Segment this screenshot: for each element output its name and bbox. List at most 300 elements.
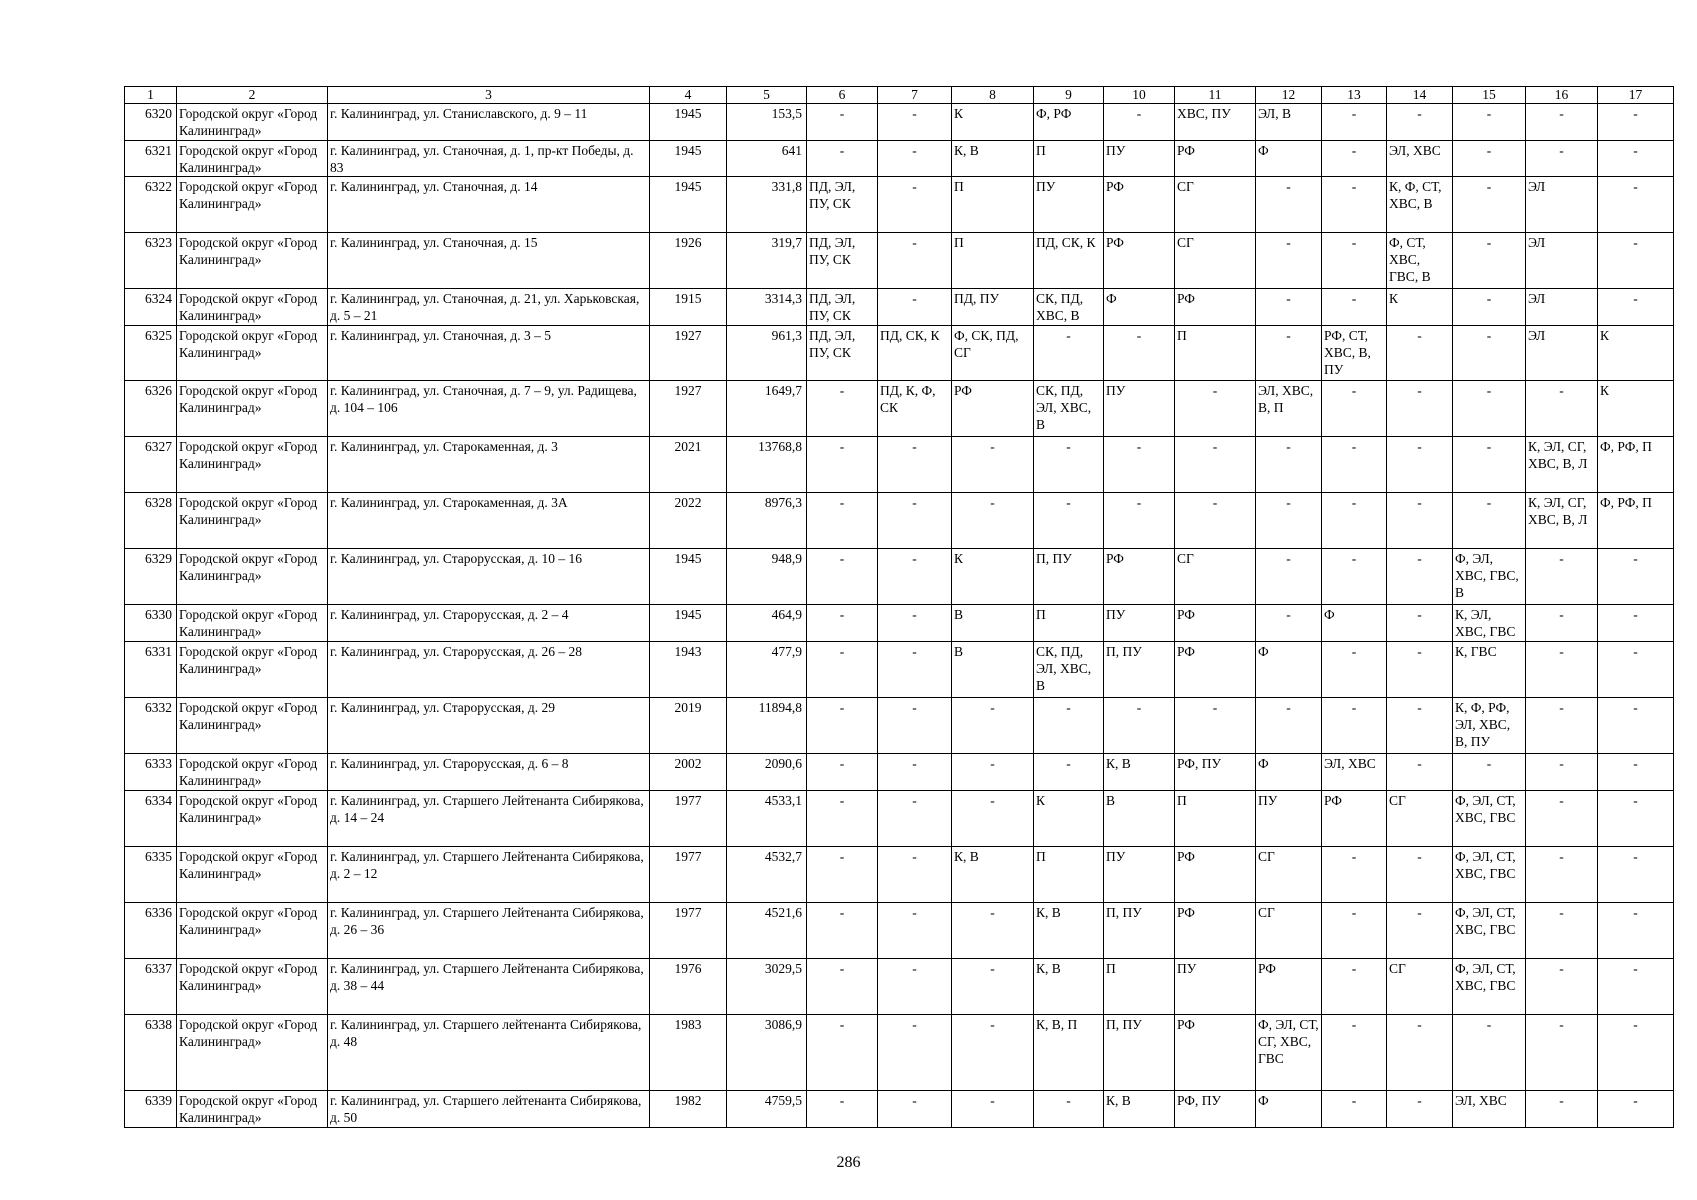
buildings-table xyxy=(124,86,1674,1128)
table-cell-col-17: - xyxy=(1598,549,1674,605)
table-cell-col-10: РФ xyxy=(1104,549,1175,605)
table-cell-col-10: - xyxy=(1104,437,1175,493)
table-cell-col-9: - xyxy=(1034,698,1104,754)
table-cell-col-11: - xyxy=(1175,698,1256,754)
table-cell-col-15: - xyxy=(1453,141,1526,177)
table-cell-col-4: 2019 xyxy=(650,698,727,754)
table-cell-col-13: - xyxy=(1322,847,1387,903)
table-cell-col-6: - xyxy=(807,605,878,642)
table-cell-col-17: - xyxy=(1598,289,1674,326)
table-row xyxy=(125,177,1674,233)
table-cell-col-8: П xyxy=(952,233,1034,289)
table-cell-col-15: - xyxy=(1453,493,1526,549)
table-cell-col-2: Городской округ «Город Калининград» xyxy=(177,104,328,141)
table-cell-col-8: К, В xyxy=(952,141,1034,177)
table-cell-col-17: - xyxy=(1598,959,1674,1015)
table-cell-col-3: г. Калининград, ул. Старорусская, д. 10 – 16 xyxy=(328,549,650,605)
table-cell-col-7: ПД, К, Ф, СК xyxy=(878,381,952,437)
table-row xyxy=(125,233,1674,289)
table-cell-col-7: - xyxy=(878,104,952,141)
table-cell-col-11: СГ xyxy=(1175,233,1256,289)
table-cell-col-8: В xyxy=(952,605,1034,642)
table-cell-col-13: - xyxy=(1322,549,1387,605)
column-header-1: 1 xyxy=(125,87,177,104)
table-cell-col-12: Ф xyxy=(1256,754,1322,791)
table-cell-col-9: П, ПУ xyxy=(1034,549,1104,605)
table-cell-col-13: - xyxy=(1322,437,1387,493)
table-cell-col-5: 4533,1 xyxy=(727,791,807,847)
table-cell-col-6: - xyxy=(807,642,878,698)
table-cell-col-5: 4759,5 xyxy=(727,1091,807,1128)
table-cell-col-14: - xyxy=(1387,549,1453,605)
table-cell-col-1: 6330 xyxy=(125,605,177,642)
table-cell-col-5: 8976,3 xyxy=(727,493,807,549)
table-cell-col-9: П xyxy=(1034,141,1104,177)
table-cell-col-2: Городской округ «Город Калининград» xyxy=(177,437,328,493)
table-cell-col-9: - xyxy=(1034,754,1104,791)
table-cell-col-9: П xyxy=(1034,847,1104,903)
table-cell-col-10: ПУ xyxy=(1104,605,1175,642)
table-row xyxy=(125,847,1674,903)
table-cell-col-8: ПД, ПУ xyxy=(952,289,1034,326)
table-row xyxy=(125,698,1674,754)
table-cell-col-13: - xyxy=(1322,233,1387,289)
table-cell-col-7: - xyxy=(878,847,952,903)
table-cell-col-12: - xyxy=(1256,326,1322,381)
table-cell-col-17: Ф, РФ, П xyxy=(1598,493,1674,549)
table-cell-col-3: г. Калининград, ул. Станочная, д. 7 – 9, ул. Радищева, д. 104 – 106 xyxy=(328,381,650,437)
table-cell-col-15: Ф, ЭЛ, СТ, ХВС, ГВС xyxy=(1453,903,1526,959)
table-cell-col-2: Городской округ «Город Калининград» xyxy=(177,903,328,959)
table-cell-col-11: СГ xyxy=(1175,549,1256,605)
table-cell-col-16: - xyxy=(1526,1091,1598,1128)
table-cell-col-11: - xyxy=(1175,381,1256,437)
table-cell-col-16: - xyxy=(1526,754,1598,791)
table-cell-col-6: - xyxy=(807,1091,878,1128)
table-cell-col-8: - xyxy=(952,437,1034,493)
table-cell-col-7: - xyxy=(878,289,952,326)
table-cell-col-12: Ф xyxy=(1256,642,1322,698)
table-cell-col-5: 11894,8 xyxy=(727,698,807,754)
table-cell-col-5: 153,5 xyxy=(727,104,807,141)
table-cell-col-11: - xyxy=(1175,437,1256,493)
table-cell-col-12: - xyxy=(1256,233,1322,289)
table-cell-col-6: - xyxy=(807,437,878,493)
table-cell-col-14: ЭЛ, ХВС xyxy=(1387,141,1453,177)
table-cell-col-16: - xyxy=(1526,903,1598,959)
table-cell-col-12: ЭЛ, ХВС, В, П xyxy=(1256,381,1322,437)
table-cell-col-12: - xyxy=(1256,437,1322,493)
table-cell-col-2: Городской округ «Город Калининград» xyxy=(177,642,328,698)
table-cell-col-2: Городской округ «Город Калининград» xyxy=(177,791,328,847)
table-cell-col-3: г. Калининград, ул. Старшего Лейтенанта Сибирякова, д. 38 – 44 xyxy=(328,959,650,1015)
table-cell-col-2: Городской округ «Город Калининград» xyxy=(177,605,328,642)
table-cell-col-14: - xyxy=(1387,642,1453,698)
table-cell-col-13: - xyxy=(1322,141,1387,177)
table-cell-col-16: - xyxy=(1526,642,1598,698)
table-cell-col-7: - xyxy=(878,141,952,177)
table-cell-col-14: - xyxy=(1387,698,1453,754)
table-cell-col-12: ПУ xyxy=(1256,791,1322,847)
table-cell-col-16: ЭЛ xyxy=(1526,233,1598,289)
table-cell-col-16: - xyxy=(1526,847,1598,903)
table-row xyxy=(125,289,1674,326)
table-cell-col-10: - xyxy=(1104,493,1175,549)
table-cell-col-17: К xyxy=(1598,381,1674,437)
table-cell-col-2: Городской округ «Город Калининград» xyxy=(177,698,328,754)
table-cell-col-9: - xyxy=(1034,1091,1104,1128)
table-cell-col-4: 1943 xyxy=(650,642,727,698)
table-cell-col-9: К xyxy=(1034,791,1104,847)
table-row xyxy=(125,959,1674,1015)
table-cell-col-7: - xyxy=(878,605,952,642)
table-cell-col-6: ПД, ЭЛ, ПУ, СК xyxy=(807,289,878,326)
table-cell-col-6: - xyxy=(807,549,878,605)
table-cell-col-13: Ф xyxy=(1322,605,1387,642)
table-cell-col-12: Ф xyxy=(1256,141,1322,177)
table-cell-col-4: 1915 xyxy=(650,289,727,326)
table-cell-col-15: - xyxy=(1453,754,1526,791)
table-cell-col-7: - xyxy=(878,493,952,549)
table-cell-col-5: 4532,7 xyxy=(727,847,807,903)
table-cell-col-8: - xyxy=(952,493,1034,549)
table-cell-col-16: - xyxy=(1526,1015,1598,1091)
table-cell-col-11: РФ xyxy=(1175,605,1256,642)
table-cell-col-10: Ф xyxy=(1104,289,1175,326)
table-cell-col-4: 1927 xyxy=(650,381,727,437)
table-cell-col-3: г. Калининград, ул. Старшего лейтенанта Сибирякова, д. 48 xyxy=(328,1015,650,1091)
table-row xyxy=(125,754,1674,791)
table-cell-col-11: РФ xyxy=(1175,847,1256,903)
table-body xyxy=(125,104,1674,1128)
table-cell-col-2: Городской округ «Город Калининград» xyxy=(177,233,328,289)
table-cell-col-12: - xyxy=(1256,698,1322,754)
table-cell-col-16: - xyxy=(1526,104,1598,141)
table-cell-col-15: К, Ф, РФ, ЭЛ, ХВС, В, ПУ xyxy=(1453,698,1526,754)
table-cell-col-10: РФ xyxy=(1104,177,1175,233)
table-cell-col-11: СГ xyxy=(1175,177,1256,233)
table-cell-col-9: ПД, СК, К xyxy=(1034,233,1104,289)
table-cell-col-7: - xyxy=(878,177,952,233)
table-cell-col-3: г. Калининград, ул. Старорусская, д. 2 – 4 xyxy=(328,605,650,642)
table-cell-col-12: - xyxy=(1256,177,1322,233)
table-cell-col-8: - xyxy=(952,1015,1034,1091)
table-cell-col-14: - xyxy=(1387,1091,1453,1128)
table-cell-col-1: 6336 xyxy=(125,903,177,959)
table-cell-col-3: г. Калининград, ул. Станиславского, д. 9 – 11 xyxy=(328,104,650,141)
table-cell-col-3: г. Калининград, ул. Старокаменная, д. 3 xyxy=(328,437,650,493)
table-cell-col-17: - xyxy=(1598,104,1674,141)
table-cell-col-17: К xyxy=(1598,326,1674,381)
table-cell-col-11: ХВС, ПУ xyxy=(1175,104,1256,141)
column-header-6: 6 xyxy=(807,87,878,104)
document-page xyxy=(124,86,1674,1128)
table-cell-col-4: 1945 xyxy=(650,605,727,642)
table-cell-col-1: 6335 xyxy=(125,847,177,903)
table-cell-col-15: К, ЭЛ, ХВС, ГВС xyxy=(1453,605,1526,642)
table-cell-col-17: - xyxy=(1598,177,1674,233)
table-cell-col-8: - xyxy=(952,1091,1034,1128)
table-cell-col-11: РФ xyxy=(1175,1015,1256,1091)
table-cell-col-13: - xyxy=(1322,104,1387,141)
table-cell-col-16: К, ЭЛ, СГ, ХВС, В, Л xyxy=(1526,437,1598,493)
table-cell-col-2: Городской округ «Город Калининград» xyxy=(177,177,328,233)
table-cell-col-17: - xyxy=(1598,791,1674,847)
table-cell-col-14: СГ xyxy=(1387,791,1453,847)
column-header-17: 17 xyxy=(1598,87,1674,104)
table-cell-col-14: - xyxy=(1387,326,1453,381)
table-cell-col-16: - xyxy=(1526,698,1598,754)
table-cell-col-8: - xyxy=(952,959,1034,1015)
table-cell-col-17: - xyxy=(1598,847,1674,903)
table-cell-col-2: Городской округ «Город Калининград» xyxy=(177,549,328,605)
table-cell-col-17: - xyxy=(1598,903,1674,959)
table-row xyxy=(125,141,1674,177)
table-cell-col-4: 1927 xyxy=(650,326,727,381)
table-cell-col-4: 1945 xyxy=(650,104,727,141)
table-cell-col-5: 1649,7 xyxy=(727,381,807,437)
table-cell-col-14: - xyxy=(1387,903,1453,959)
table-cell-col-4: 1976 xyxy=(650,959,727,1015)
table-cell-col-2: Городской округ «Город Калининград» xyxy=(177,326,328,381)
table-cell-col-4: 1982 xyxy=(650,1091,727,1128)
table-cell-col-16: ЭЛ xyxy=(1526,289,1598,326)
table-cell-col-10: П xyxy=(1104,959,1175,1015)
table-cell-col-2: Городской округ «Город Калининград» xyxy=(177,493,328,549)
table-cell-col-5: 4521,6 xyxy=(727,903,807,959)
table-cell-col-11: П xyxy=(1175,326,1256,381)
table-cell-col-3: г. Калининград, ул. Старорусская, д. 29 xyxy=(328,698,650,754)
table-cell-col-5: 948,9 xyxy=(727,549,807,605)
table-cell-col-10: П, ПУ xyxy=(1104,642,1175,698)
column-header-4: 4 xyxy=(650,87,727,104)
column-header-15: 15 xyxy=(1453,87,1526,104)
table-row xyxy=(125,605,1674,642)
table-cell-col-8: П xyxy=(952,177,1034,233)
table-cell-col-13: - xyxy=(1322,289,1387,326)
table-cell-col-16: ЭЛ xyxy=(1526,326,1598,381)
table-cell-col-7: - xyxy=(878,1091,952,1128)
table-cell-col-12: Ф xyxy=(1256,1091,1322,1128)
table-cell-col-3: г. Калининград, ул. Станочная, д. 3 – 5 xyxy=(328,326,650,381)
table-cell-col-1: 6333 xyxy=(125,754,177,791)
table-row xyxy=(125,381,1674,437)
table-cell-col-14: К xyxy=(1387,289,1453,326)
table-row xyxy=(125,549,1674,605)
table-cell-col-9: П xyxy=(1034,605,1104,642)
table-cell-col-16: - xyxy=(1526,381,1598,437)
table-cell-col-7: - xyxy=(878,754,952,791)
table-cell-col-5: 3086,9 xyxy=(727,1015,807,1091)
table-cell-col-17: - xyxy=(1598,698,1674,754)
table-cell-col-5: 464,9 xyxy=(727,605,807,642)
table-cell-col-15: Ф, ЭЛ, СТ, ХВС, ГВС xyxy=(1453,791,1526,847)
table-cell-col-8: РФ xyxy=(952,381,1034,437)
table-cell-col-16: К, ЭЛ, СГ, ХВС, В, Л xyxy=(1526,493,1598,549)
table-cell-col-16: - xyxy=(1526,791,1598,847)
table-cell-col-1: 6327 xyxy=(125,437,177,493)
table-cell-col-12: ЭЛ, В xyxy=(1256,104,1322,141)
table-cell-col-5: 961,3 xyxy=(727,326,807,381)
table-cell-col-6: - xyxy=(807,903,878,959)
table-cell-col-1: 6321 xyxy=(125,141,177,177)
column-header-10: 10 xyxy=(1104,87,1175,104)
table-cell-col-1: 6322 xyxy=(125,177,177,233)
table-cell-col-12: - xyxy=(1256,605,1322,642)
table-cell-col-2: Городской округ «Город Калининград» xyxy=(177,381,328,437)
table-cell-col-17: - xyxy=(1598,754,1674,791)
table-cell-col-11: РФ, ПУ xyxy=(1175,754,1256,791)
table-cell-col-7: - xyxy=(878,437,952,493)
table-cell-col-7: - xyxy=(878,549,952,605)
table-cell-col-7: - xyxy=(878,791,952,847)
table-cell-col-8: К, В xyxy=(952,847,1034,903)
table-cell-col-9: - xyxy=(1034,437,1104,493)
table-cell-col-11: РФ, ПУ xyxy=(1175,1091,1256,1128)
table-cell-col-3: г. Калининград, ул. Станочная, д. 1, пр-кт Победы, д. 83 xyxy=(328,141,650,177)
table-cell-col-7: ПД, СК, К xyxy=(878,326,952,381)
table-cell-col-4: 1945 xyxy=(650,549,727,605)
table-cell-col-14: - xyxy=(1387,493,1453,549)
column-header-12: 12 xyxy=(1256,87,1322,104)
table-cell-col-5: 3314,3 xyxy=(727,289,807,326)
column-header-16: 16 xyxy=(1526,87,1598,104)
table-cell-col-10: П, ПУ xyxy=(1104,1015,1175,1091)
table-cell-col-4: 1926 xyxy=(650,233,727,289)
table-cell-col-4: 1977 xyxy=(650,903,727,959)
table-cell-col-11: П xyxy=(1175,791,1256,847)
table-cell-col-13: - xyxy=(1322,381,1387,437)
table-cell-col-9: СК, ПД, ЭЛ, ХВС, В xyxy=(1034,381,1104,437)
table-cell-col-1: 6325 xyxy=(125,326,177,381)
table-cell-col-10: - xyxy=(1104,326,1175,381)
table-cell-col-1: 6332 xyxy=(125,698,177,754)
table-cell-col-13: - xyxy=(1322,1091,1387,1128)
table-row xyxy=(125,326,1674,381)
table-cell-col-17: - xyxy=(1598,605,1674,642)
table-cell-col-17: Ф, РФ, П xyxy=(1598,437,1674,493)
table-cell-col-13: - xyxy=(1322,1015,1387,1091)
table-cell-col-10: К, В xyxy=(1104,1091,1175,1128)
table-cell-col-11: ПУ xyxy=(1175,959,1256,1015)
table-cell-col-9: К, В, П xyxy=(1034,1015,1104,1091)
table-cell-col-11: - xyxy=(1175,493,1256,549)
table-cell-col-9: ПУ xyxy=(1034,177,1104,233)
table-cell-col-15: Ф, ЭЛ, ХВС, ГВС, В xyxy=(1453,549,1526,605)
table-cell-col-5: 3029,5 xyxy=(727,959,807,1015)
table-cell-col-15: - xyxy=(1453,326,1526,381)
table-cell-col-13: - xyxy=(1322,698,1387,754)
table-cell-col-6: ПД, ЭЛ, ПУ, СК xyxy=(807,326,878,381)
table-cell-col-13: - xyxy=(1322,959,1387,1015)
column-header-2: 2 xyxy=(177,87,328,104)
table-cell-col-11: РФ xyxy=(1175,141,1256,177)
table-cell-col-8: - xyxy=(952,754,1034,791)
table-cell-col-3: г. Калининград, ул. Станочная, д. 21, ул. Харьковская, д. 5 – 21 xyxy=(328,289,650,326)
table-cell-col-13: ЭЛ, ХВС xyxy=(1322,754,1387,791)
column-header-9: 9 xyxy=(1034,87,1104,104)
table-cell-col-8: - xyxy=(952,698,1034,754)
table-cell-col-15: - xyxy=(1453,289,1526,326)
table-cell-col-12: - xyxy=(1256,493,1322,549)
table-cell-col-1: 6334 xyxy=(125,791,177,847)
table-cell-col-8: К xyxy=(952,549,1034,605)
table-cell-col-15: Ф, ЭЛ, СТ, ХВС, ГВС xyxy=(1453,847,1526,903)
table-cell-col-9: - xyxy=(1034,493,1104,549)
table-cell-col-13: - xyxy=(1322,177,1387,233)
table-cell-col-10: - xyxy=(1104,698,1175,754)
table-cell-col-10: РФ xyxy=(1104,233,1175,289)
table-cell-col-12: СГ xyxy=(1256,903,1322,959)
table-cell-col-3: г. Калининград, ул. Старокаменная, д. 3А xyxy=(328,493,650,549)
table-row xyxy=(125,1015,1674,1091)
table-row xyxy=(125,104,1674,141)
table-cell-col-12: Ф, ЭЛ, СТ, СГ, ХВС, ГВС xyxy=(1256,1015,1322,1091)
table-cell-col-5: 331,8 xyxy=(727,177,807,233)
table-cell-col-2: Городской округ «Город Калининград» xyxy=(177,1091,328,1128)
table-cell-col-1: 6323 xyxy=(125,233,177,289)
table-cell-col-16: ЭЛ xyxy=(1526,177,1598,233)
table-cell-col-13: - xyxy=(1322,903,1387,959)
table-cell-col-1: 6339 xyxy=(125,1091,177,1128)
table-cell-col-15: - xyxy=(1453,381,1526,437)
table-cell-col-6: - xyxy=(807,104,878,141)
table-cell-col-16: - xyxy=(1526,605,1598,642)
table-cell-col-3: г. Калининград, ул. Старорусская, д. 6 – 8 xyxy=(328,754,650,791)
table-cell-col-6: - xyxy=(807,141,878,177)
table-cell-col-4: 1945 xyxy=(650,141,727,177)
table-cell-col-17: - xyxy=(1598,141,1674,177)
table-cell-col-6: - xyxy=(807,493,878,549)
table-cell-col-1: 6338 xyxy=(125,1015,177,1091)
table-cell-col-14: - xyxy=(1387,104,1453,141)
table-cell-col-13: - xyxy=(1322,642,1387,698)
table-cell-col-14: Ф, СТ, ХВС, ГВС, В xyxy=(1387,233,1453,289)
table-cell-col-5: 641 xyxy=(727,141,807,177)
column-header-14: 14 xyxy=(1387,87,1453,104)
table-cell-col-5: 2090,6 xyxy=(727,754,807,791)
table-cell-col-2: Городской округ «Город Калининград» xyxy=(177,289,328,326)
table-cell-col-7: - xyxy=(878,698,952,754)
table-row xyxy=(125,791,1674,847)
table-cell-col-7: - xyxy=(878,1015,952,1091)
table-header xyxy=(125,87,1674,104)
table-row xyxy=(125,903,1674,959)
table-cell-col-11: РФ xyxy=(1175,289,1256,326)
table-cell-col-15: К, ГВС xyxy=(1453,642,1526,698)
table-cell-col-2: Городской округ «Город Калининград» xyxy=(177,847,328,903)
column-header-7: 7 xyxy=(878,87,952,104)
table-cell-col-15: ЭЛ, ХВС xyxy=(1453,1091,1526,1128)
table-cell-col-10: ПУ xyxy=(1104,381,1175,437)
table-cell-col-8: - xyxy=(952,791,1034,847)
table-cell-col-6: ПД, ЭЛ, ПУ, СК xyxy=(807,177,878,233)
table-cell-col-17: - xyxy=(1598,642,1674,698)
table-cell-col-6: - xyxy=(807,381,878,437)
table-cell-col-5: 13768,8 xyxy=(727,437,807,493)
table-cell-col-14: К, Ф, СТ, ХВС, В xyxy=(1387,177,1453,233)
table-cell-col-1: 6320 xyxy=(125,104,177,141)
column-header-8: 8 xyxy=(952,87,1034,104)
table-cell-col-16: - xyxy=(1526,141,1598,177)
table-cell-col-13: РФ xyxy=(1322,791,1387,847)
table-cell-col-8: К xyxy=(952,104,1034,141)
table-cell-col-17: - xyxy=(1598,1015,1674,1091)
page-number: 286 xyxy=(836,1154,861,1171)
table-cell-col-14: СГ xyxy=(1387,959,1453,1015)
table-cell-col-9: - xyxy=(1034,326,1104,381)
table-cell-col-1: 6328 xyxy=(125,493,177,549)
